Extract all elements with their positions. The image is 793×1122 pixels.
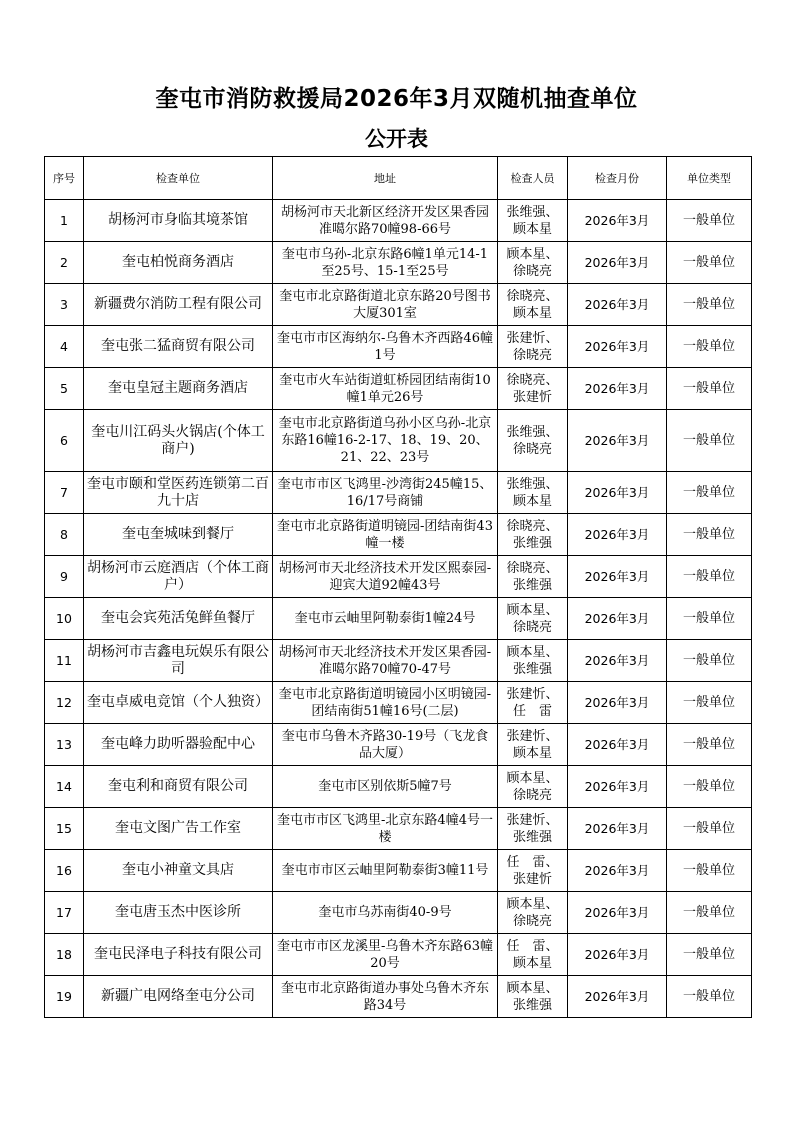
table-row <box>45 766 752 808</box>
table-row <box>45 556 752 598</box>
cell-month: 2026年3月 <box>568 766 667 808</box>
cell-type: 一般单位 <box>667 284 752 326</box>
cell-address: 胡杨河市天北经济技术开发区熙泰园-迎宾大道92幢43号 <box>273 556 498 598</box>
cell-address: 奎屯市乌苏南街40-9号 <box>273 892 498 934</box>
cell-unit: 胡杨河市身临其境茶馆 <box>84 200 273 242</box>
cell-unit: 奎屯文图广告工作室 <box>84 808 273 850</box>
cell-month: 2026年3月 <box>568 368 667 410</box>
cell-address: 奎屯市市区海纳尔-乌鲁木齐西路46幢1号 <box>273 326 498 368</box>
cell-inspectors: 顾本星、徐晓亮 <box>498 598 568 640</box>
cell-unit: 奎屯利和商贸有限公司 <box>84 766 273 808</box>
cell-address: 奎屯市北京路街道乌孙小区乌孙-北京东路16幢16-2-17、18、19、20、21、22、23号 <box>273 410 498 472</box>
cell-no: 9 <box>45 556 84 598</box>
table-row <box>45 472 752 514</box>
cell-type: 一般单位 <box>667 976 752 1018</box>
cell-no: 19 <box>45 976 84 1018</box>
cell-type: 一般单位 <box>667 514 752 556</box>
cell-address: 奎屯市市区飞鸿里-北京东路4幢4号一楼 <box>273 808 498 850</box>
cell-month: 2026年3月 <box>568 472 667 514</box>
cell-address: 奎屯市云岫里阿勒泰街1幢24号 <box>273 598 498 640</box>
cell-inspectors: 徐晓亮、张维强 <box>498 514 568 556</box>
cell-inspectors: 任 雷、顾本星 <box>498 934 568 976</box>
cell-no: 12 <box>45 682 84 724</box>
cell-address: 奎屯市乌鲁木齐路30-19号（飞龙食品大厦） <box>273 724 498 766</box>
table-row <box>45 242 752 284</box>
cell-month: 2026年3月 <box>568 682 667 724</box>
cell-month: 2026年3月 <box>568 514 667 556</box>
cell-address: 奎屯市市区飞鸿里-沙湾街245幢15、16/17号商铺 <box>273 472 498 514</box>
cell-type: 一般单位 <box>667 766 752 808</box>
cell-no: 4 <box>45 326 84 368</box>
cell-type: 一般单位 <box>667 242 752 284</box>
cell-type: 一般单位 <box>667 200 752 242</box>
cell-month: 2026年3月 <box>568 640 667 682</box>
cell-unit: 奎屯皇冠主题商务酒店 <box>84 368 273 410</box>
cell-no: 5 <box>45 368 84 410</box>
cell-type: 一般单位 <box>667 640 752 682</box>
cell-month: 2026年3月 <box>568 976 667 1018</box>
table-row <box>45 850 752 892</box>
cell-inspectors: 顾本星、徐晓亮 <box>498 892 568 934</box>
cell-address: 奎屯市北京路街道明镜园小区明镜园-团结南街51幢16号(二层) <box>273 682 498 724</box>
cell-address: 奎屯市乌孙-北京东路6幢1单元14-1至25号、15-1至25号 <box>273 242 498 284</box>
cell-no: 16 <box>45 850 84 892</box>
cell-no: 7 <box>45 472 84 514</box>
cell-address: 胡杨河市天北经济技术开发区果香园-准噶尔路70幢70-47号 <box>273 640 498 682</box>
cell-no: 15 <box>45 808 84 850</box>
table-row <box>45 598 752 640</box>
cell-unit: 奎屯小神童文具店 <box>84 850 273 892</box>
cell-address: 胡杨河市天北新区经济开发区果香园准噶尔路70幢98-66号 <box>273 200 498 242</box>
cell-inspectors: 徐晓亮、张建忻 <box>498 368 568 410</box>
cell-month: 2026年3月 <box>568 242 667 284</box>
document-title: 奎屯市消防救援局2026年3月双随机抽查单位 <box>155 86 638 112</box>
cell-inspectors: 顾本星、徐晓亮 <box>498 766 568 808</box>
cell-address: 奎屯市市区龙溪里-乌鲁木齐东路63幢20号 <box>273 934 498 976</box>
cell-inspectors: 张维强、顾本星 <box>498 200 568 242</box>
cell-unit: 奎屯张二猛商贸有限公司 <box>84 326 273 368</box>
cell-inspectors: 张建忻、顾本星 <box>498 724 568 766</box>
cell-inspectors: 徐晓亮、张维强 <box>498 556 568 598</box>
cell-type: 一般单位 <box>667 934 752 976</box>
cell-unit: 奎屯会宾苑活兔鲜鱼餐厅 <box>84 598 273 640</box>
cell-unit: 胡杨河市吉鑫电玩娱乐有限公司 <box>84 640 273 682</box>
cell-type: 一般单位 <box>667 724 752 766</box>
cell-unit: 奎屯奎城味到餐厅 <box>84 514 273 556</box>
cell-unit: 奎屯民泽电子科技有限公司 <box>84 934 273 976</box>
cell-type: 一般单位 <box>667 410 752 472</box>
table-row <box>45 892 752 934</box>
header-unit: 检查单位 <box>84 157 273 200</box>
cell-unit: 奎屯峰力助听器验配中心 <box>84 724 273 766</box>
table-row <box>45 284 752 326</box>
cell-type: 一般单位 <box>667 808 752 850</box>
cell-no: 6 <box>45 410 84 472</box>
header-month: 检查月份 <box>568 157 667 200</box>
table-row <box>45 514 752 556</box>
table-row <box>45 200 752 242</box>
table-row <box>45 682 752 724</box>
cell-inspectors: 顾本星、张维强 <box>498 640 568 682</box>
cell-month: 2026年3月 <box>568 326 667 368</box>
header-inspectors: 检查人员 <box>498 157 568 200</box>
cell-month: 2026年3月 <box>568 410 667 472</box>
cell-unit: 奎屯卓威电竞馆（个人独资） <box>84 682 273 724</box>
cell-no: 10 <box>45 598 84 640</box>
cell-month: 2026年3月 <box>568 934 667 976</box>
cell-no: 3 <box>45 284 84 326</box>
cell-no: 1 <box>45 200 84 242</box>
cell-inspectors: 张建忻、任 雷 <box>498 682 568 724</box>
cell-type: 一般单位 <box>667 850 752 892</box>
cell-month: 2026年3月 <box>568 850 667 892</box>
cell-type: 一般单位 <box>667 326 752 368</box>
cell-inspectors: 任 雷、张建忻 <box>498 850 568 892</box>
table-row <box>45 326 752 368</box>
cell-unit: 奎屯市颐和堂医药连锁第二百九十店 <box>84 472 273 514</box>
cell-type: 一般单位 <box>667 556 752 598</box>
cell-address: 奎屯市北京路街道办事处乌鲁木齐东路34号 <box>273 976 498 1018</box>
cell-inspectors: 张建忻、张维强 <box>498 808 568 850</box>
table-row <box>45 808 752 850</box>
inspection-table <box>44 156 752 1018</box>
table-row <box>45 934 752 976</box>
cell-address: 奎屯市北京路街道北京东路20号图书大厦301室 <box>273 284 498 326</box>
cell-month: 2026年3月 <box>568 598 667 640</box>
cell-type: 一般单位 <box>667 368 752 410</box>
cell-no: 11 <box>45 640 84 682</box>
header-address: 地址 <box>273 157 498 200</box>
table-header-row <box>45 157 752 200</box>
cell-no: 13 <box>45 724 84 766</box>
header-type: 单位类型 <box>667 157 752 200</box>
cell-unit: 新疆费尔消防工程有限公司 <box>84 284 273 326</box>
cell-inspectors: 张建忻、徐晓亮 <box>498 326 568 368</box>
cell-unit: 奎屯柏悦商务酒店 <box>84 242 273 284</box>
cell-unit: 胡杨河市云庭酒店（个体工商户） <box>84 556 273 598</box>
cell-unit: 新疆广电网络奎屯分公司 <box>84 976 273 1018</box>
cell-type: 一般单位 <box>667 472 752 514</box>
cell-month: 2026年3月 <box>568 284 667 326</box>
cell-month: 2026年3月 <box>568 556 667 598</box>
cell-no: 18 <box>45 934 84 976</box>
table-row <box>45 640 752 682</box>
cell-type: 一般单位 <box>667 598 752 640</box>
cell-inspectors: 张维强、顾本星 <box>498 472 568 514</box>
cell-month: 2026年3月 <box>568 808 667 850</box>
cell-type: 一般单位 <box>667 892 752 934</box>
document-subtitle: 公开表 <box>365 127 428 151</box>
cell-address: 奎屯市火车站街道虹桥园团结南街10幢1单元26号 <box>273 368 498 410</box>
table-row <box>45 976 752 1018</box>
cell-no: 2 <box>45 242 84 284</box>
cell-inspectors: 徐晓亮、顾本星 <box>498 284 568 326</box>
cell-address: 奎屯市市区云岫里阿勒泰街3幢11号 <box>273 850 498 892</box>
table-row <box>45 368 752 410</box>
cell-address: 奎屯市北京路街道明镜园-团结南街43幢一楼 <box>273 514 498 556</box>
table-row <box>45 410 752 472</box>
cell-month: 2026年3月 <box>568 724 667 766</box>
cell-address: 奎屯市区别依斯5幢7号 <box>273 766 498 808</box>
cell-type: 一般单位 <box>667 682 752 724</box>
cell-inspectors: 张维强、徐晓亮 <box>498 410 568 472</box>
cell-month: 2026年3月 <box>568 200 667 242</box>
cell-unit: 奎屯唐玉杰中医诊所 <box>84 892 273 934</box>
header-no: 序号 <box>45 157 84 200</box>
cell-no: 17 <box>45 892 84 934</box>
cell-inspectors: 顾本星、徐晓亮 <box>498 242 568 284</box>
cell-unit: 奎屯川江码头火锅店(个体工商户) <box>84 410 273 472</box>
table-row <box>45 724 752 766</box>
cell-no: 8 <box>45 514 84 556</box>
cell-month: 2026年3月 <box>568 892 667 934</box>
cell-inspectors: 顾本星、张维强 <box>498 976 568 1018</box>
cell-no: 14 <box>45 766 84 808</box>
